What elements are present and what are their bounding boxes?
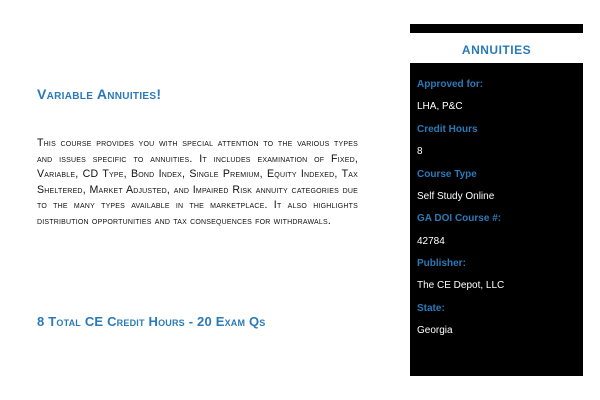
sidebar-top-bar (410, 24, 583, 33)
approved-for-label: Approved for: (417, 79, 484, 90)
publisher-label: Publisher: (417, 258, 466, 269)
credit-hours-label: Credit Hours (417, 124, 478, 135)
publisher-value: The CE Depot, LLC (417, 280, 505, 291)
state-label: State: (417, 303, 445, 314)
course-details-panel (410, 63, 583, 376)
course-description: This course provides you with special attention to the various types and issues specific to annuities. It includes examination of Fixed, Variable, CD Type, Bond Index, Single Premium, Equity Indexed, Tax Sheltered, Market Adjusted, and Impaired Risk annuity categories due to the many types available in the marketplace. It also highlights distribution opportunities and tax consequences for withdrawals. (37, 137, 358, 227)
doi-course-value: 42784 (417, 236, 445, 247)
course-type-label: Course Type (417, 169, 477, 180)
course-type-value: Self Study Online (417, 191, 495, 202)
state-value: Georgia (417, 325, 453, 336)
sidebar-header: ANNUITIES (461, 43, 532, 57)
credit-hours-value: 8 (417, 146, 423, 157)
approved-for-value: LHA, P&C (417, 101, 463, 112)
course-title: Variable Annuities! (37, 86, 162, 102)
doi-course-label: GA DOI Course #: (417, 213, 502, 224)
credit-summary: 8 Total CE Credit Hours - 20 Exam Qs (37, 314, 266, 329)
